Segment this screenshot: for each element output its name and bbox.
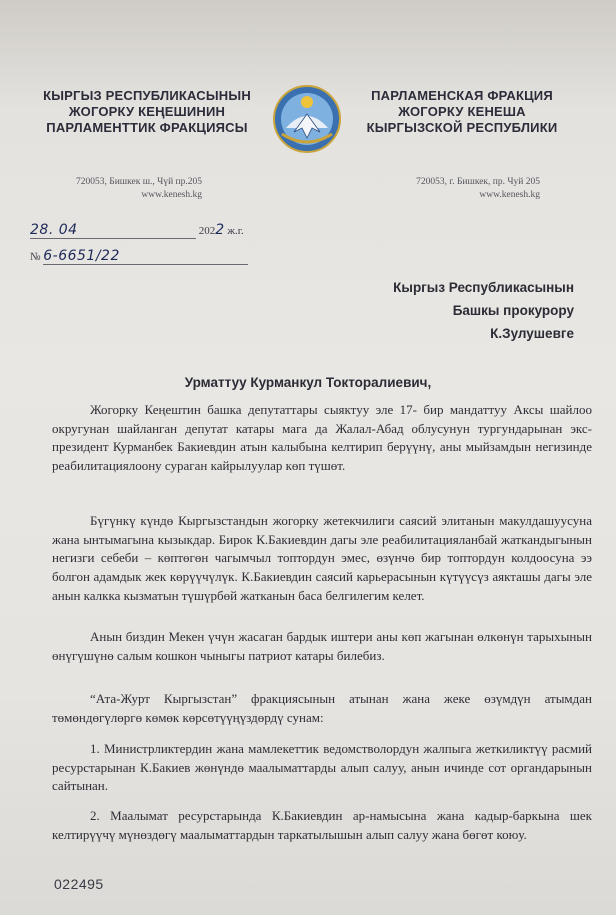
handwritten-year-digit: 2: [215, 222, 225, 238]
header-left-line: ЖОГОРКУ КЕҢЕШИНИН: [68, 104, 226, 119]
year-suffix: ж.г.: [227, 225, 244, 237]
header-left-kyrgyz: [22, 88, 272, 136]
header-right-line: ЖОГОРКУ КЕНЕША: [398, 104, 526, 119]
year-prefix: 202: [198, 225, 216, 237]
header-left-line: КЫРГЫЗ РЕСПУБЛИКАСЫНЫН: [43, 88, 251, 103]
header-left-line: ПАРЛАМЕНТТИК ФРАКЦИЯСЫ: [46, 120, 248, 135]
date-field: [30, 222, 270, 239]
addressee-line: К.Зулушевге: [490, 326, 574, 341]
number-sign: №: [30, 251, 41, 263]
handwritten-date: 28. 04: [30, 222, 78, 238]
reference-number-field: [30, 248, 270, 265]
state-emblem-icon: [272, 84, 342, 154]
addressee-line: Башкы прокурору: [452, 303, 574, 318]
paragraph: Анын биздин Мекен үчүн жасаган бардык иштери аны көп жагынан өлкөнүн тарыхынын өнүгүшүнө салым кошкон чыныгы патриот катары билебиз.: [52, 629, 592, 663]
addressee-line: Кыргыз Республикасынын: [393, 280, 574, 295]
paragraph: Бүгүнкү күндө Кыргызстандын жогорку жетекчилиги саясий элитанын макулдашуусуна жана ынтымагына кызыкдар. Бирок К.Бакиевдин дагы эле реабилитацияланбай жатканды​гынын негизги себеби – көптөгөн чагымчыл топтордун эмес, өзүнчө бир топтордун колдоосуна ээ болгон адамдык жек көрүүчүлүк. К.Бакиевдин саясий карьерасынын күтүүсүз аякташы дагы эле анын калкка кызматын түшүрбөй жатканын баса белгилегим келет.: [52, 513, 592, 603]
address-right: [380, 176, 540, 202]
header-right-line: ПАРЛАМЕНСКАЯ ФРАКЦИЯ: [371, 88, 553, 103]
document-serial-number: 022495: [54, 876, 104, 892]
website: www.kenesh.kg: [141, 190, 202, 200]
paragraph: “Ата-Журт Кыргызстан” фракциясынын атынан жана жеке өзүмдүн атымдан төмөндөгүлөргө көмөк көрсөтүүңүздөрдү сунам:: [52, 691, 592, 725]
website: www.kenesh.kg: [479, 190, 540, 200]
address-left: [30, 176, 202, 202]
handwritten-reference-number: 6-6651/22: [43, 248, 120, 264]
list-item: 2. Маалымат ресурстарында К.Бакиевдин ар-намысына жана кадыр-баркына шек келтирүүчү мүнөздөгү маалыматтардын таркатылышын алып салуу жана бөгөт коюу.: [52, 808, 592, 842]
address-line: 720053, Бишкек ш., Чүй пр.205: [76, 177, 202, 187]
greeting: Урматтуу Курманкул Токторалиевич,: [184, 375, 432, 390]
address-line: 720053, г. Бишкек, пр. Чуй 205: [416, 177, 540, 187]
header-right-line: КЫРГЫЗСКОЙ РЕСПУБЛИКИ: [366, 120, 558, 135]
header-right-russian: [348, 88, 576, 136]
paragraph: Жогорку Кеңештин башка депутаттары сыяктуу эле 17- бир мандаттуу Аксы шайлоо округунан шайланган депутат катары мага да Жалал-Абад облусунун тургундарынан экс-президент Курманбек Бакиевдин атын калыбына келтирип берүүнү, аны мыйзамдын негизинде реабилитациялоону сураган кайрылуулар көп түшөт.: [52, 402, 592, 474]
addressee-block: [360, 276, 574, 345]
list-item: 1. Министрликтердин жана мамлекеттик ведомстволордун жалпыга жеткиликтүү расмий ресурстарынан К.Бакиев жөнүндө маалыматтарды алып салуу, анын ичинде сот органдарынын сайтынан.: [52, 741, 592, 794]
